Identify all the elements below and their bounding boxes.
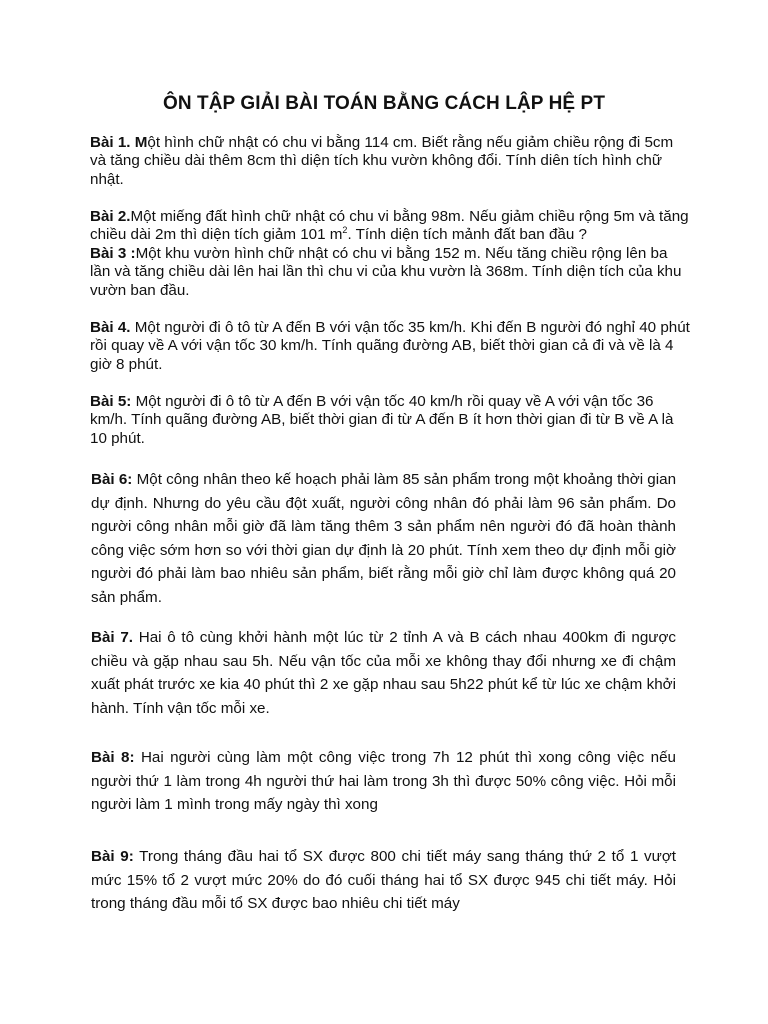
problem-5 <box>90 393 690 448</box>
problem-3 <box>90 245 690 300</box>
problem-text: ột hình chữ nhật có chu vi bằng 114 cm. Biết rằng nếu giảm chiều rộng đi 5cm và tăng chiều dài thêm 8cm thì diện tích khu vườn không đổi. Tính diên tích hình chữ nhật. <box>90 134 674 188</box>
problem-label: Bài 8: <box>91 749 135 766</box>
problem-6 <box>91 468 676 610</box>
problem-text: Một công nhân theo kế hoạch phải làm 85 sản phẩm trong một khoảng thời gian dự định. Nhưng do yêu cầu đột xuất, người công nhân đó phải làm 96 sản phẩm. Do người công nhân mỗi giờ đã làm tăng thêm 3 sản phẩm nên người đó đã hoàn thành công việc sớm hơn so với thời gian dự định là 20 phút. Tính xem theo dự định mỗi giờ người đó phải làm bao nhiêu sản phẩm, biết rằng mỗi giờ chỉ làm được không quá 20 sản phẩm. <box>91 471 677 606</box>
problem-text: Một khu vườn hình chữ nhật có chu vi bằng 152 m. Nếu tăng chiều rộng lên ba lần và tăng chiều dài lên hai lần thì chu vi của khu vườn là 368m. Tính diện tích của khu vườn ban đầu. <box>90 245 682 299</box>
page-title: ÔN TẬP GIẢI BÀI TOÁN BẰNG CÁCH LẬP HỆ PT <box>162 93 606 114</box>
problem-label: Bài 1. M <box>90 134 148 151</box>
problem-text: Một người đi ô tô từ A đến B với vận tốc 40 km/h rồi quay về A với vận tốc 36 km/h. Tính quãng đường AB, biết thời gian đi từ A đến B ít hơn thời gian đi từ B về A là 10 phút. <box>90 393 674 447</box>
problem-text: Hai người cùng làm một công việc trong 7h 12 phút thì xong công việc nếu người thứ 1 làm trong 4h người thứ hai làm trong 3h thì được 50% công việc. Hỏi mỗi người làm 1 mình trong mấy ngày thì xong <box>91 749 676 814</box>
problem-9 <box>91 845 676 916</box>
problem-text: Trong tháng đầu hai tổ SX được 800 chi tiết máy sang tháng thứ 2 tổ 1 vượt mức 15% tổ 2 vượt mức 20% do đó cuối tháng hai tổ SX được 945 chi tiết máy. Hỏi trong tháng đầu mỗi tổ SX được bao nhiêu chi tiết máy <box>91 848 676 913</box>
problem-1 <box>90 134 690 189</box>
problem-text-after: . Tính diện tích mảnh đất ban đầu ? <box>347 226 587 244</box>
superscript-text: 2 <box>342 225 348 236</box>
problem-text: Một miếng đất hình chữ nhật có chu vi bằng 98m. Nếu giảm chiều rộng 5m và tăng chiều dài 2m thì diện tích giảm 101 m <box>90 208 689 244</box>
problem-8 <box>91 746 676 817</box>
problem-label: Bài 9: <box>91 848 134 865</box>
problem-2 <box>90 208 690 245</box>
problem-4 <box>90 319 690 374</box>
problem-label: Bài 5: <box>90 393 132 410</box>
problem-label: Bài 3 : <box>90 245 136 262</box>
problem-label: Bài 7. <box>91 629 134 646</box>
problem-label: Bài 4. <box>90 319 131 336</box>
problem-text: Hai ô tô cùng khởi hành một lúc từ 2 tỉnh A và B cách nhau 400km đi ngược chiều và gặp nhau sau 5h. Nếu vận tốc của mỗi xe không thay đổi nhưng xe đi chậm xuất phát trước xe kia 40 phút thì 2 xe gặp nhau sau 5h22 phút kể từ lúc xe chậm khởi hành. Tính vận tốc mỗi xe. <box>91 629 676 717</box>
problem-text: Một người đi ô tô từ A đến B với vận tốc 35 km/h. Khi đến B người đó nghỉ 40 phút rồi quay về A với vận tốc 30 km/h. Tính quãng đường AB, biết thời gian cả đi và về là 4 giờ 8 phút. <box>90 319 690 373</box>
problem-7 <box>91 626 676 720</box>
problem-label: Bài 6: <box>91 471 133 488</box>
problem-label: Bài 2. <box>90 208 131 225</box>
